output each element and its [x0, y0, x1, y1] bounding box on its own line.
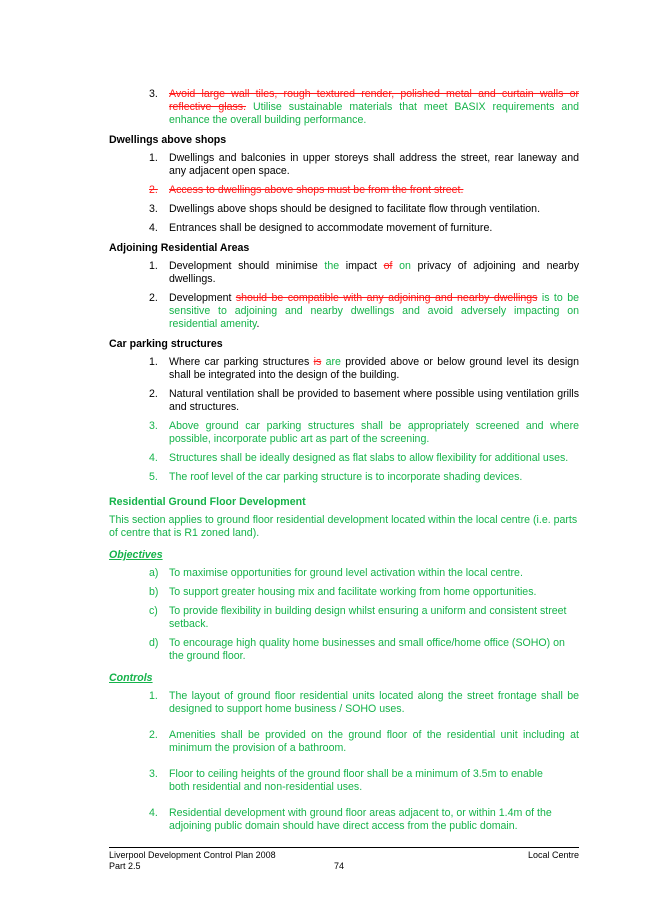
page-body [109, 88, 579, 839]
page-footer [109, 847, 579, 871]
list-item: 2. Natural ventilation shall be provided to basement where possible using ventilation grills and structures. [149, 388, 579, 413]
deleted-text: Avoid large wall tiles, rough textured render, polished metal and curtain walls or reflective glass. [169, 88, 579, 113]
page-number: 74 [334, 861, 345, 871]
section-heading-parking: Car parking structures [109, 338, 223, 350]
section-heading-dwellings: Dwellings above shops [109, 134, 227, 146]
objective-item: b) To support greater housing mix and facilitate working from home opportunities. [149, 586, 537, 598]
control-item: 4. Residential development with ground floor areas adjacent to, or within 1.4m of the adjoining public domain should have direct access from the public domain. [149, 807, 552, 832]
section-heading-residential: Residential Ground Floor Development [109, 496, 306, 508]
section-heading-adjoining: Adjoining Residential Areas [109, 242, 250, 254]
control-item: 1. The layout of ground floor residential units located along the street frontage shall be designed to support home business / SOHO uses. [149, 690, 579, 715]
objectives-heading: Objectives [109, 549, 163, 561]
controls-heading: Controls [109, 672, 153, 684]
list-item: 1. Where car parking structures is are provided above or below ground level its design shall be integrated into the design of the building. [149, 356, 579, 381]
footer-section: Local Centre [527, 850, 579, 860]
list-item: 2. Development should be compatible with any adjoining and nearby dwellings is to be sensitive to adjoining and nearby dwellings and avoid adversely impacting on residential amenity. [149, 292, 579, 330]
control-item: 3. Floor to ceiling heights of the ground floor shall be a minimum of 3.5m to enable both residential and non-residential uses. [149, 768, 543, 793]
list-item-deleted: 2. Access to dwellings above shops must be from the front street. [149, 184, 464, 196]
list-item: 1. Dwellings and balconies in upper storeys shall address the street, rear laneway and any adjacent open space. [149, 152, 579, 177]
list-item-added: 3. Above ground car parking structures shall be appropriately screened and where possible, incorporate public art as part of the screening. [149, 420, 579, 445]
list-item: 3. Avoid large wall tiles, rough textured render, polished metal and curtain walls or reflective glass. Utilise sustainable materials that meet BASIX requirements and enhance the overall building performance. [149, 88, 580, 126]
list-item: 1. Development should minimise the impact of on privacy of adjoining and nearby dwellings. [149, 260, 579, 285]
footer-doc-title: Liverpool Development Control Plan 2008 [109, 850, 276, 860]
objective-item: a) To maximise opportunities for ground level activation within the local centre. [149, 567, 523, 579]
added-text: Utilise sustainable materials that meet BASIX requirements and enhance the overall building performance. [169, 101, 580, 126]
list-item-added: 4. Structures shall be ideally designed as flat slabs to allow flexibility for additional uses. [149, 452, 569, 464]
section-intro: This section applies to ground floor residential development located within the local centre (i.e. parts of centre that is R1 zoned land). [109, 514, 578, 539]
list-item: 4. Entrances shall be designed to accommodate movement of furniture. [149, 222, 493, 234]
footer-part: Part 2.5 [109, 861, 141, 871]
list-item: 3. Dwellings above shops should be designed to facilitate flow through ventilation. [149, 203, 541, 215]
objective-item: d) To encourage high quality home businesses and small office/home office (SOHO) on the ground floor. [149, 637, 565, 662]
control-item: 2. Amenities shall be provided on the ground floor of the residential unit including at minimum the provision of a bathroom. [149, 729, 579, 754]
objective-item: c) To provide flexibility in building design whilst ensuring a uniform and consistent street setback. [149, 605, 567, 630]
list-item-added: 5. The roof level of the car parking structure is to incorporate shading devices. [149, 471, 523, 483]
footer-left [109, 850, 276, 872]
